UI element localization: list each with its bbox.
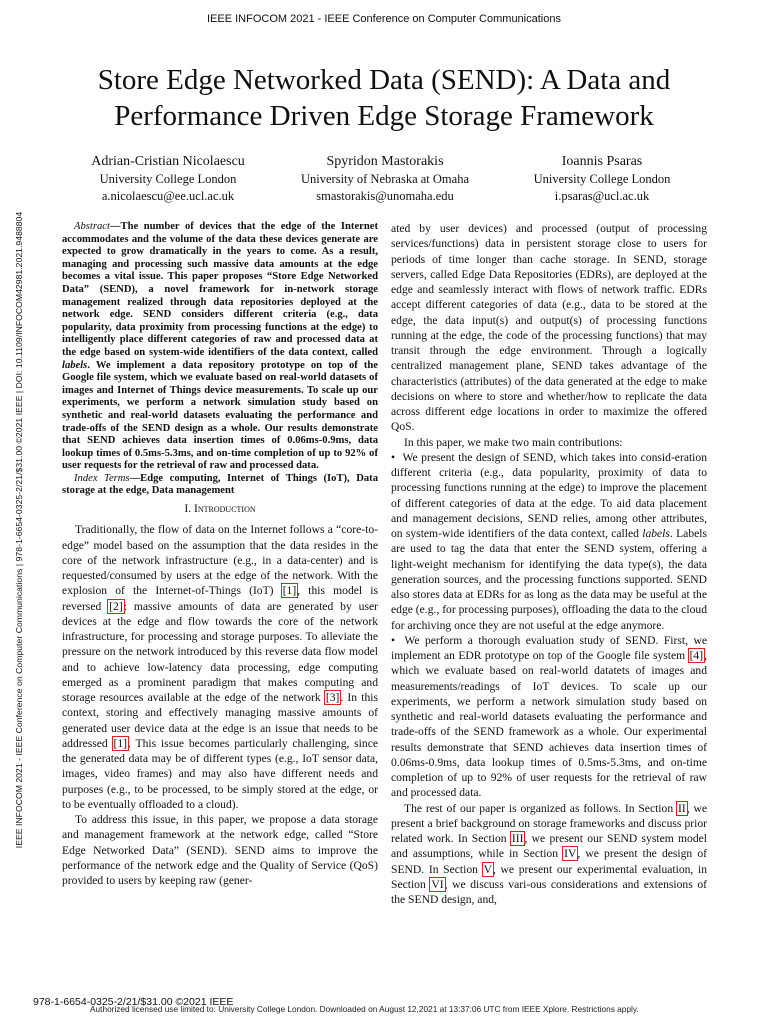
abstract-text: —The number of devices that the edge of the Internet accommodates and the volume of the data these devices generate are expected to grow dramatically in the years to come. As a result, managing and processing such massive data amounts at the edge becomes a vital issue. This paper proposes “Store Edge Networked Data” (SEND), a novel framework for in-network storage management realized through data repositories deployed at the network edge. SEND considers different criteria (e.g., data popularity, data proximity from processing functions at the edge) to intelligently place different categories of raw and processed data at the edge based on system-wide identifiers of the data context, called bbox=[62, 221, 378, 358]
bullet-text: . Labels are used to tag the data that enter the SEND system, offering a light-weight mechanism for identifying the data type(s), the data generation sources, and the processing functions supported. SEND also stores data at EDRs for as long as the data may be useful at the edge (e.g., for processing purposes), offloading the data to the cloud for archiving once they are not useful at the edge anymore. bbox=[391, 527, 707, 632]
index-terms bbox=[62, 473, 378, 498]
left-column bbox=[62, 221, 378, 888]
author-2 bbox=[277, 153, 493, 205]
author-3 bbox=[494, 153, 710, 205]
author-1 bbox=[60, 153, 276, 205]
citation-link[interactable]: [1] bbox=[282, 584, 297, 598]
section-link-II[interactable]: II bbox=[677, 801, 686, 815]
org-text: , we present our experimental evaluation, in Section bbox=[391, 862, 707, 891]
section-link-III[interactable]: III bbox=[511, 832, 524, 845]
contributions-intro: In this paper, we make two main contributions: bbox=[404, 435, 623, 449]
section-link-V[interactable]: V bbox=[483, 862, 492, 876]
organization-paragraph bbox=[391, 801, 707, 908]
org-text: , we discuss vari-ous considerations and extensions of the SEND design, and, bbox=[391, 877, 707, 906]
index-terms-label: Index Terms bbox=[74, 472, 130, 484]
doi-sidebar-text: IEEE INFOCOM 2021 - IEEE Conference on Computer Communications | 978-1-6654-0325-2/21/$31.00 ©2021 IEEE | DOI: 10.1109/INFOCOM42981.2021.9488804 bbox=[14, 211, 24, 849]
download-notice: Authorized licensed use limited to: University College London. Downloaded on August 12,2021 at 13:37:06 UTC from IEEE Xplore. Restrictions apply. bbox=[90, 1004, 639, 1014]
author-affiliation: University College London bbox=[99, 172, 237, 186]
citation-link[interactable]: [1] bbox=[113, 736, 128, 750]
citation-link[interactable]: [4] bbox=[689, 649, 704, 662]
org-text: , we present the design of SEND. In Section bbox=[391, 847, 708, 876]
author-block bbox=[60, 153, 710, 205]
author-name: Ioannis Psaras bbox=[561, 154, 643, 169]
section-link-IV[interactable]: IV bbox=[564, 847, 577, 861]
citation-link[interactable]: [3] bbox=[325, 691, 340, 705]
bullet-text: We present the design of SEND, which takes into consid-eration different criteria (e.g., data popularity, proximity of data to processing functions running at the edge) to improve the placement of different categories of data at the edge. To aid data placement and management decisions, SEND relies, among other attributes, on system-wide identifiers of the data context, called bbox=[391, 450, 707, 540]
abstract-labels-term: labels bbox=[62, 359, 88, 371]
citation-link[interactable]: [2] bbox=[109, 599, 123, 613]
labels-term: labels bbox=[642, 527, 670, 540]
intro-text: : massive amounts of data are generated by user devices at the edge and flow towards the core of the network infrastructure, for processing and storage purposes. To alleviate the pressure on the network introduced by this reverse data flow model and to achieve low-latency data processing, edge computing emerged as a prominent paradigm that makes computing and storage resources available at the edge of the network bbox=[62, 599, 378, 705]
contribution-bullet-1 bbox=[391, 450, 707, 633]
conference-header: IEEE INFOCOM 2021 - IEEE Conference on Computer Communications bbox=[207, 13, 561, 25]
intro-text: Traditionally, the flow of data on the Internet follows a “core-to-edge” model based on the assumption that the data resides in the core of the network infrastructure (e.g., in a data-center) and is requested/consumed by users at the edge of the network. With the explosion of the Internet-of-Things (IoT) bbox=[62, 523, 378, 598]
intro-paragraph-1 bbox=[62, 522, 378, 812]
right-column bbox=[391, 221, 707, 907]
abstract bbox=[62, 221, 378, 473]
author-email[interactable]: i.psaras@ucl.ac.uk bbox=[554, 189, 650, 203]
intro-paragraph-2: To address this issue, in this paper, we propose a data storage and management framework at the network edge, called “Store Edge Networked Data” (SEND). SEND aims to improve the performance of the network edge and the Quality of Service (QoS) provided to users by keeping raw (gener- bbox=[62, 813, 378, 888]
author-name: Spyridon Mastorakis bbox=[326, 154, 444, 169]
bullet-text: , which we evaluate based on real-world datatets of images and measurements/readings of IoT devices. To scale up our experiments, we perform a network simulation study based on synthetic and real-world datasets evaluating the performance and trade-offs of the SEND framework as a whole. Our experimental results demonstrate that SEND achieves data insertion times of 0.06ms-0.9ms, data lookup times of 0.5ms-5.3ms, and on-time completion of up to 92% of user requests for the retrieval of raw and processed data. bbox=[391, 649, 707, 800]
author-email[interactable]: a.nicolaescu@ee.ucl.ac.uk bbox=[101, 189, 235, 203]
intro-paragraph-2-continued: ated by user devices) and processed (output of processing services/functions) data in persistent storage close to users for periods of time longer than cache storage. In SEND, storage servers, called Edge Data Repositories (EDRs), are deployed at the edge and seamlessly interact with flows of network traffic. EDRs accept different categories of data (e.g., data to be stored at the edge, the data input(s) and output(s) of processing functions running at the edge, the code of the processing functions) that may transit through the edge environment. Through a logically centralized management plane, SEND takes advantage of the characteristics (attributes) of the data generated at the edge to make decisions on where to store and whether/how to replicate the data across different edge locations in order to maximize the offered QoS. bbox=[391, 222, 707, 434]
author-affiliation: University of Nebraska at Omaha bbox=[301, 172, 469, 186]
intro-text: . This issue becomes particularly challenging, since the generated data may be of different types (e.g., IoT sensor data, images, video frames) and may also have different needs and purposes (e.g., to be processed, to be simply stored at the edge, or to be eventually offloaded to a cloud). bbox=[62, 736, 378, 811]
copyright-notice: 978-1-6654-0325-2/21/$31.00 ©2021 IEEE bbox=[33, 996, 234, 1008]
contribution-bullet-2 bbox=[391, 633, 707, 801]
author-name: Adrian-Cristian Nicolaescu bbox=[91, 154, 245, 169]
abstract-label: Abstract bbox=[74, 221, 110, 232]
paper-title: Store Edge Networked Data (SEND): A Data and Performance Driven Edge Storage Framework bbox=[97, 64, 671, 132]
abstract-text-2: . We implement a data repository prototype on top of the Google file system, which we evaluate based on real-world datasets of images and Internet of Things device measurements. To scale up our experiments, we perform a network simulation study based on synthetic and real-world datasets evaluating the performance and trade-offs of the SEND design as a whole. Our results demonstrate that SEND achieves data insertion times of 0.06ms-0.9ms, data lookup times of 0.5ms-5.3ms, and on-time completion of up to 92% of user requests for the retrieval of raw and processed data. bbox=[62, 359, 378, 472]
doi-sidebar bbox=[11, 160, 27, 900]
section-link-VI[interactable]: VI bbox=[431, 877, 444, 891]
index-terms-text: —Edge computing, Internet of Things (IoT), Data storage at the edge, Data management bbox=[62, 472, 378, 497]
intro-text: . In this context, storing and effectively managing massive amounts of generated user device data at the edge is an issue that needs to be addressed bbox=[62, 691, 378, 750]
org-text: , we present our SEND system model and assumptions, while in Section bbox=[391, 832, 707, 861]
org-text: , we present a brief background on storage frameworks and discuss prior related work. In Section bbox=[391, 801, 707, 845]
author-affiliation: University College London bbox=[533, 172, 671, 186]
org-text: The rest of our paper is organized as follows. In Section bbox=[404, 801, 677, 815]
intro-text: , this model is reversed bbox=[62, 584, 378, 613]
bullet-text: We perform a thorough evaluation study of SEND. First, we implement an EDR prototype on top of the Google file system bbox=[391, 633, 707, 662]
author-email[interactable]: smastorakis@unomaha.edu bbox=[316, 189, 454, 203]
section-heading-introduction: I. Introduction bbox=[184, 502, 256, 516]
